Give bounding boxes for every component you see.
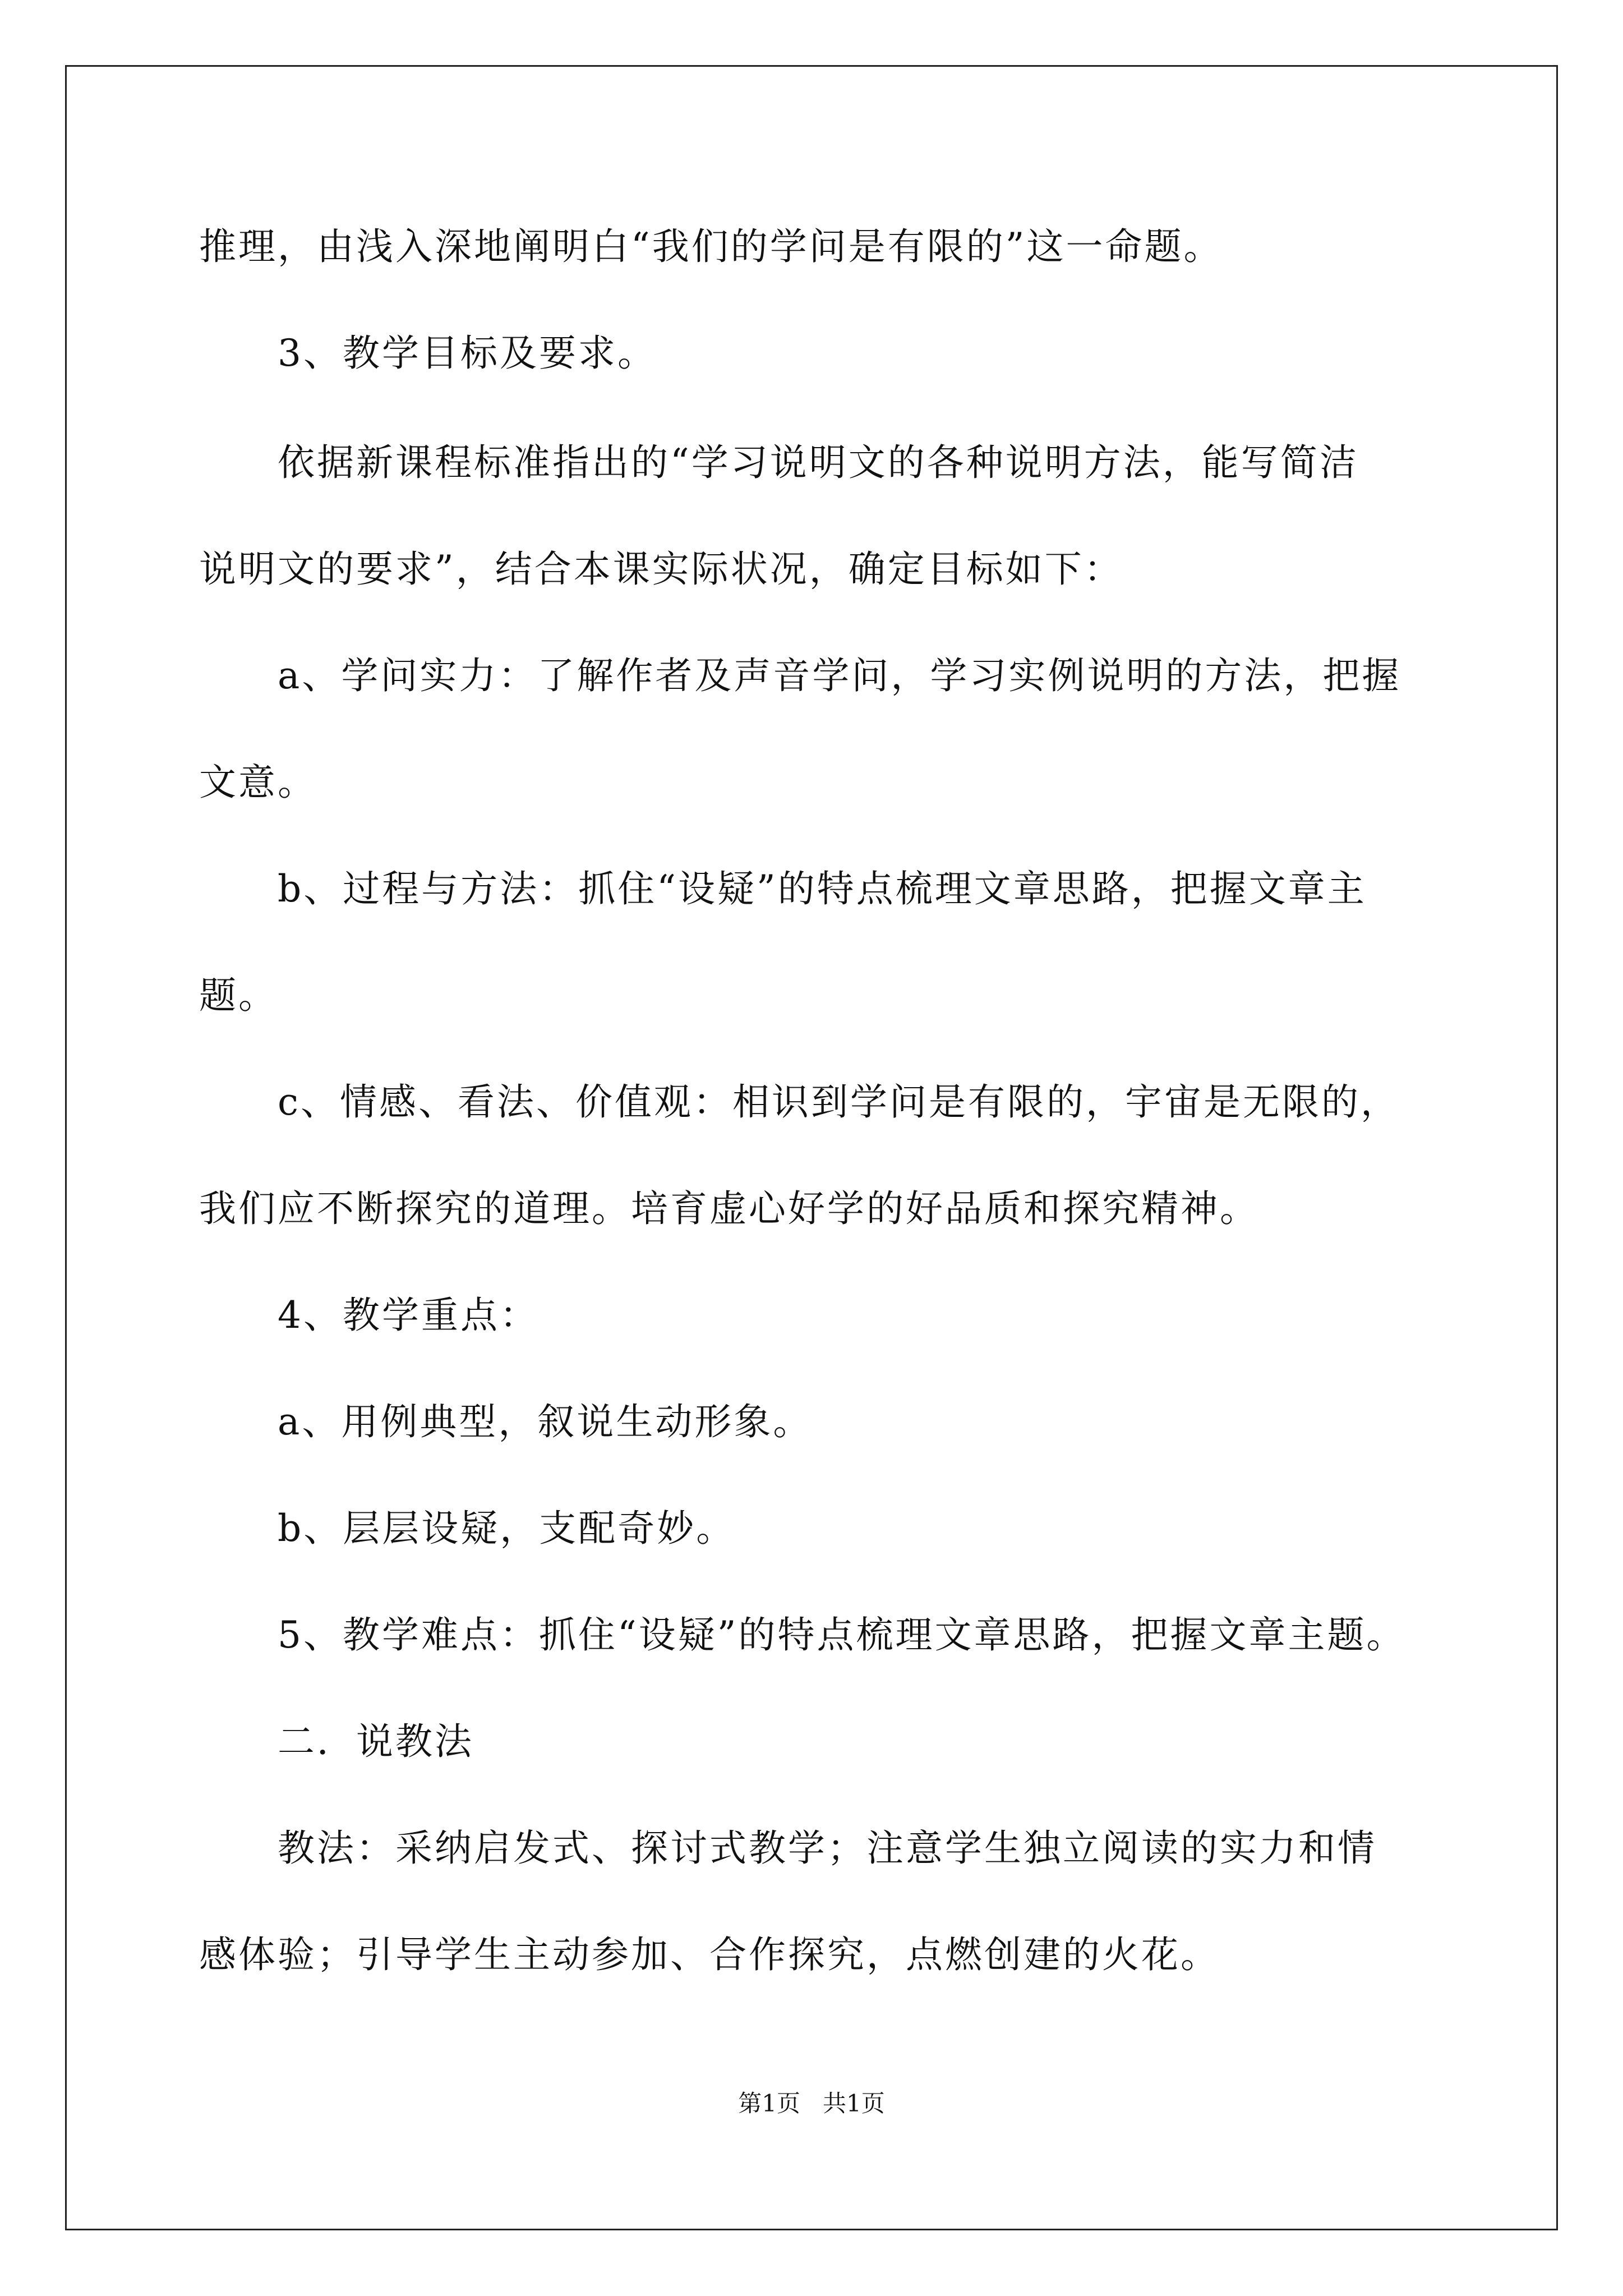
paragraph-line: 教法：采纳启发式、探讨式教学；注意学生独立阅读的实力和情 xyxy=(278,1826,1377,1870)
list-item: c、情感、看法、价值观：相识到学问是有限的，宇宙是无限的， xyxy=(278,1080,1400,1124)
page-number-footer: 第1页 共1页 xyxy=(738,2090,885,2117)
list-item: a、用例典型，叙说生动形象。 xyxy=(278,1400,813,1443)
list-item: b、层层设疑，支配奇妙。 xyxy=(278,1507,736,1550)
list-item: b、过程与方法：抓住“设疑”的特点梳理文章思路，把握文章主 xyxy=(278,867,1367,910)
section-heading: 3、教学目标及要求。 xyxy=(278,332,657,375)
paragraph-line: 说明文的要求”，结合本课实际状况，确定目标如下： xyxy=(199,547,1123,591)
paragraph-line: 题。 xyxy=(199,974,278,1017)
page-border xyxy=(65,65,1558,2230)
paragraph-line: 依据新课程标准指出的“学习说明文的各种说明方法，能写简洁 xyxy=(278,441,1359,484)
paragraph-line: 推理，由浅入深地阐明白“我们的学问是有限的”这一命题。 xyxy=(199,225,1223,268)
section-heading: 二．说教法 xyxy=(278,1720,474,1763)
list-item: a、学问实力：了解作者及声音学问，学习实例说明的方法，把握 xyxy=(278,654,1401,697)
section-heading: 4、教学重点： xyxy=(278,1294,539,1337)
paragraph-line: 我们应不断探究的道理。培育虚心好学的好品质和探究精神。 xyxy=(199,1187,1259,1230)
paragraph-line: 感体验；引导学生主动参加、合作探究，点燃创建的火花。 xyxy=(199,1933,1220,1976)
section-heading: 5、教学难点：抓住“设疑”的特点梳理文章思路，把握文章主题。 xyxy=(278,1613,1406,1657)
paragraph-line: 文意。 xyxy=(199,761,317,804)
